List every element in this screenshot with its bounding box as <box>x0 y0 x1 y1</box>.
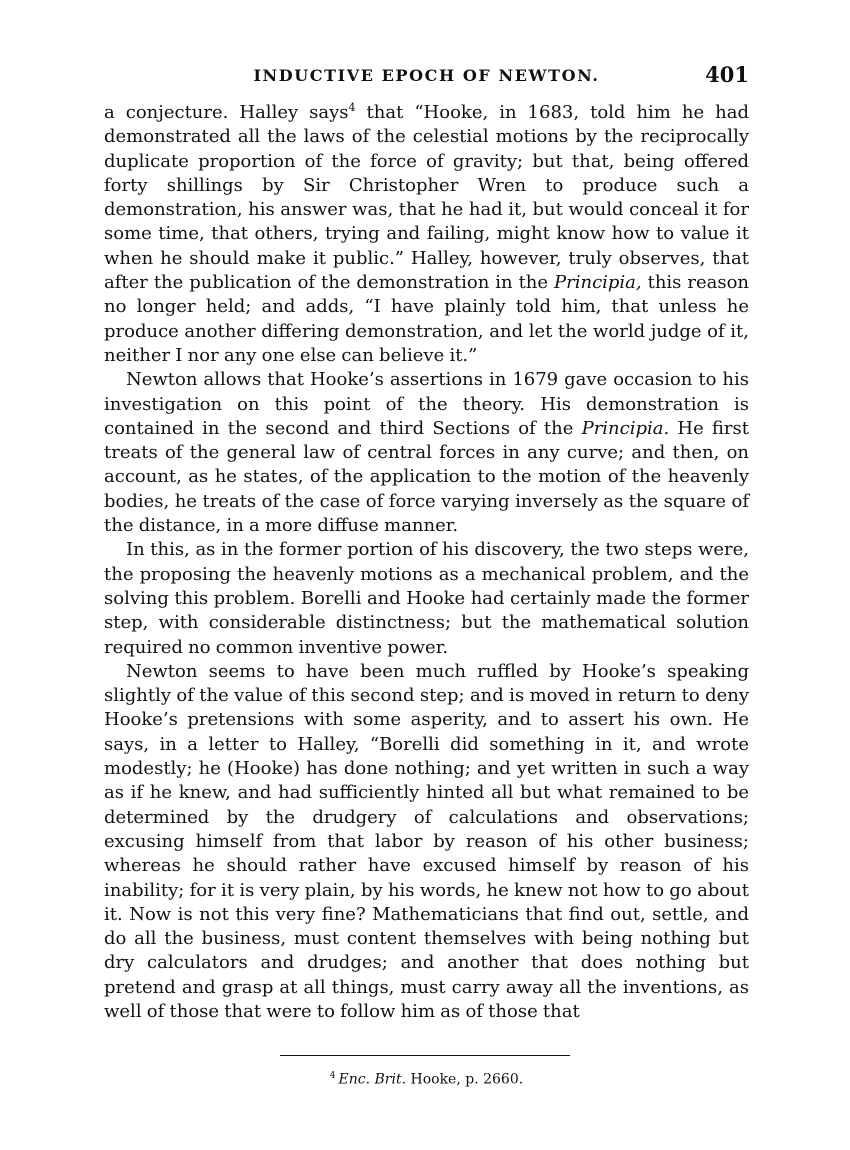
footnote-divider <box>280 1055 570 1056</box>
page-number: 401 <box>705 62 749 87</box>
paragraph-2-text-end: He first treats of the general law of central forces in any curve; and then, on account, as he states, of the application to the motion of the heavenly bodies, he treats of the case of force varying inversely as the square of the distance, in a more diffuse manner. <box>104 417 749 537</box>
principia-title: Principia, <box>554 272 642 294</box>
paragraph-1 <box>104 101 749 368</box>
footnote <box>104 1071 749 1088</box>
running-title: INDUCTIVE EPOCH OF NEWTON. <box>253 66 600 85</box>
paragraph-1-text-cont: that “Hooke, in 1683, told him he had demonstrated all the laws of the celestial motions by the reciprocally duplicate proportion of the force of gravity; but that, being offered forty shillings by Sir Christopher Wren to produce such a demonstration, his answer was, that he had it, but would conceal it for some time, that others, trying and failing, might know how to value it when he should make it public.” Halley, however, truly observes, that after the publication of the demonstration in the <box>104 102 749 294</box>
principia-title: Principia. <box>581 417 670 439</box>
body-text <box>104 101 749 1024</box>
footnote-source: Enc. Brit. <box>338 1071 407 1088</box>
paragraph-1-text: a conjecture. Halley says <box>104 102 349 123</box>
paragraph-1-text-end: this reason no longer held; and adds, “I have plainly told him, that unless he produce another differing demonstration, and let the world judge of it, neither I nor any one else can believe it.” <box>104 272 750 366</box>
paragraph-2-text: Newton allows that Hooke’s assertions in 1679 gave occasion to his investigation on this point of the theory. His demonstration is contained in the second and third Sections of the <box>104 369 749 439</box>
paragraph-3: In this, as in the former portion of his discovery, the two steps were, the proposing the heavenly motions as a mechanical problem, and the solving this problem. Borelli and Hooke had certainly made the former step, with considerable distinctness; but the mathematical solution required no common inventive power. <box>104 539 749 658</box>
footnote-text: Hooke, p. 2660. <box>406 1071 524 1088</box>
running-head <box>104 62 749 90</box>
footnote-reference-4[interactable]: 4 <box>348 101 356 114</box>
paragraph-4: Newton seems to have been much ruffled by Hooke’s speaking slightly of the value of this second step; and is moved in return to deny Hooke’s pretensions with some asperity, and to assert his own. He says, in a letter to Halley, “Borelli did something in it, and wrote modestly; he (Hooke) has done nothing; and yet written in such a way as if he knew, and had sufficiently hinted all but what remained to be determined by the drudgery of calculations and observations; excusing himself from that labor by reason of his other business; whereas he should rather have excused himself by reason of his inability; for it is very plain, by his words, he knew not how to go about it. Now is not this very fine? Mathematicians that find out, settle, and do all the business, must content themselves with being nothing but dry calculators and drudges; and another that does nothing but pretend and grasp at all things, must carry away all the inventions, as well of those that were to follow him as of those that <box>104 660 749 1022</box>
paragraph-2 <box>104 368 749 538</box>
footnote-marker: 4 <box>329 1071 336 1081</box>
